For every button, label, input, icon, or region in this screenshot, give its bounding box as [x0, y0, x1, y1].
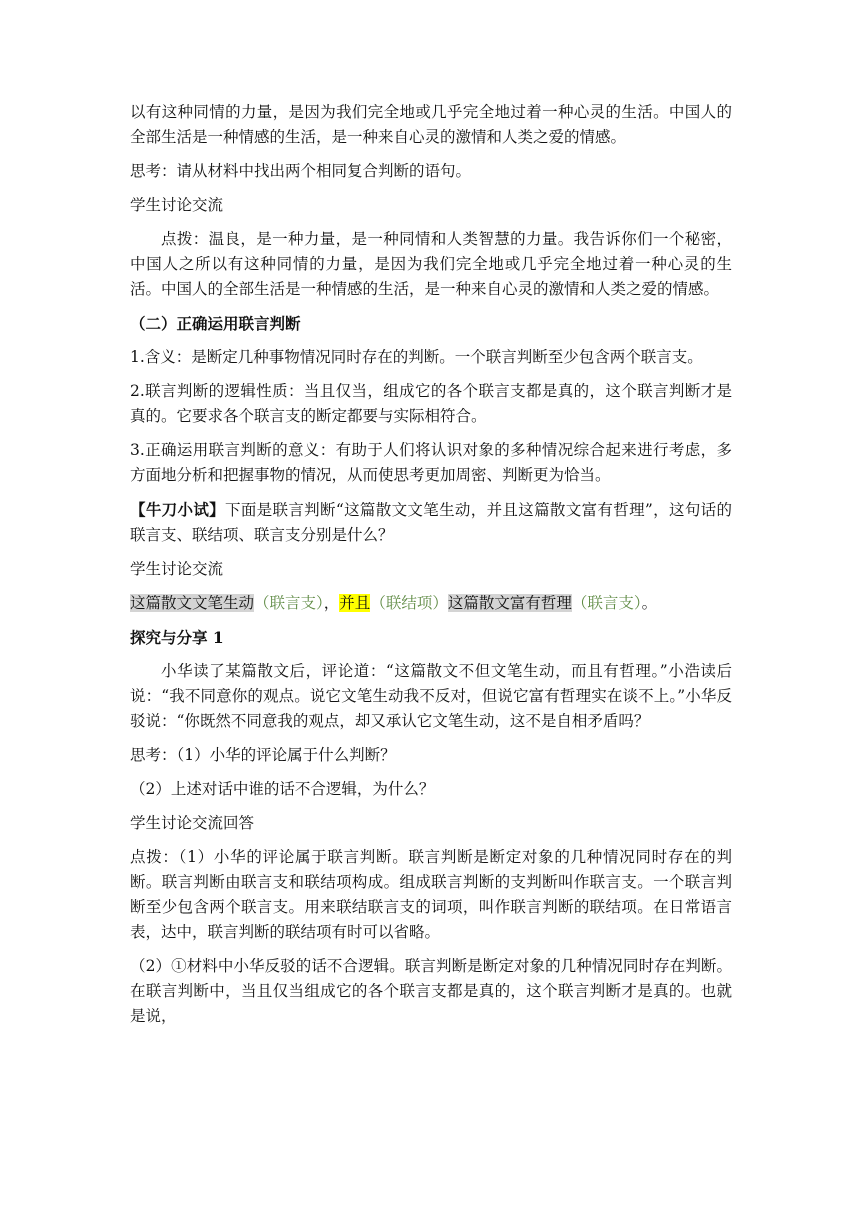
answer-part-3: 这篇散文富有哲理: [447, 594, 572, 612]
think-question-1: 思考：请从材料中找出两个相同复合判断的语句。: [130, 162, 472, 180]
definition-item-2: 2.联言判断的逻辑性质：当且仅当，组成它的各个联言支都是真的，这个联言判断才是真的。它要求各个联言支的断定都要与实际相符合。: [130, 382, 732, 425]
answer-note-2: （联结项）: [370, 594, 448, 612]
definition-item-3: 3.正确运用联言判断的意义：有助于人们将认识对象的多种情况综合起来进行考虑，多方面地分析和把握事物的情况，从而使思考更加周密、判断更为恰当。: [130, 441, 732, 484]
student-discussion-2: 学生讨论交流: [130, 560, 224, 578]
think-question-2b: （2）上述对话中谁的话不合逻辑，为什么？: [130, 780, 435, 798]
explore-title: 探究与分享 1: [130, 628, 224, 647]
hint-paragraph-2: 点拨：（1）小华的评论属于联言判断。联言判断是断定对象的几种情况同时存在的判断。联言判断由联言支和联结项构成。组成联言判断的支判断叫作联言支。一个联言判断至少包含两个联言支。用来联结联言支的词项，叫作联言判断的联结项。在日常语言表，达中，联言判断的联结项有时可以省略。: [130, 848, 732, 941]
trial-question: [130, 497, 732, 548]
trial-label: 【牛刀小试】: [130, 500, 225, 519]
answer-note-1: （联言支）: [254, 594, 324, 612]
student-discussion-3: 学生讨论交流回答: [130, 814, 255, 832]
answer-end: 。: [641, 594, 658, 612]
hint-paragraph-3: （2）①材料中小华反驳的话不合逻辑。联言判断是断定对象的几种情况同时存在判断。在联言判断中，当且仅当组成它的各个联言支都是真的，这个联言判断才是真的。也就是说，: [130, 957, 732, 1025]
think-question-2a: 思考：（1）小华的评论属于什么判断？: [130, 746, 396, 764]
story-paragraph: 小华读了某篇散文后，评论道：“这篇散文不但文笔生动，而且有哲理。”小浩读后说：“我不同意你的观点。说它文笔生动我不反对，但说它富有哲理实在谈不上。”小华反驳说：“你既然不同意我的观点，却又承认它文笔生动，这不是自相矛盾吗？: [130, 662, 732, 730]
student-discussion-1: 学生讨论交流: [130, 196, 224, 214]
answer-part-2: 并且: [339, 594, 371, 612]
document-page: [130, 100, 732, 1038]
answer-comma: ，: [323, 594, 340, 612]
hint-paragraph-1: 点拨：温良，是一种力量，是一种同情和人类智慧的力量。我告诉你们一个秘密，中国人之所以有这种同情的力量，是因为我们完全地或几乎完全地过着一种心灵的生活。中国人的全部生活是一种情感的生活，是一种来自心灵的激情和人类之爱的情感。: [130, 230, 732, 298]
trial-text: 下面是联言判断“这篇散文文笔生动，并且这篇散文富有哲理”，这句话的联言支、联结项、联言支分别是什么？: [130, 501, 732, 544]
paragraph-continued-quote: 以有这种同情的力量，是因为我们完全地或几乎完全地过着一种心灵的生活。中国人的全部生活是一种情感的生活，是一种来自心灵的激情和人类之爱的情感。: [130, 103, 732, 146]
answer-note-3: （联言支）: [571, 594, 642, 612]
answer-part-1: 这篇散文文笔生动: [130, 594, 255, 612]
section-heading-2: （二）正确运用联言判断: [130, 314, 301, 333]
answer-line: [130, 591, 732, 616]
definition-item-1: 1.含义：是断定几种事物情况同时存在的判断。一个联言判断至少包含两个联言支。: [130, 348, 703, 366]
